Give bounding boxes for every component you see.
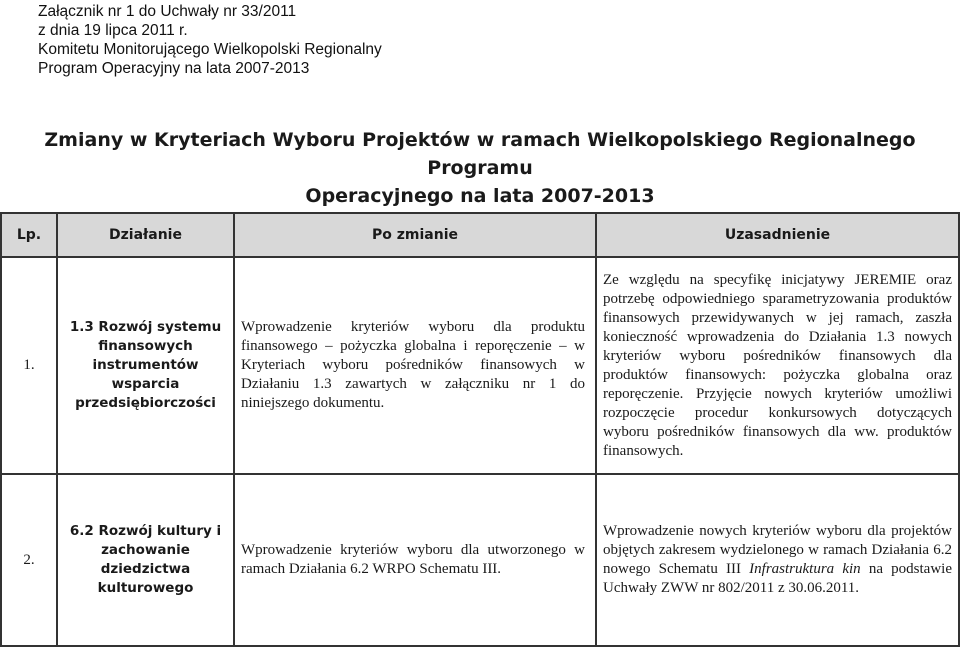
column-header-po-zmianie: Po zmianie [234, 213, 596, 257]
cell-dzialanie: 1.3 Rozwój systemu finansowych instrumentów wsparcia przedsiębiorczości [57, 257, 234, 474]
column-header-uzasadnienie: Uzasadnienie [596, 213, 959, 257]
column-header-dzialanie: Działanie [57, 213, 234, 257]
header-line: Program Operacyjny na lata 2007-2013 [38, 60, 310, 77]
cell-po-zmianie: Wprowadzenie kryteriów wyboru dla utworzonego w ramach Działania 6.2 WRPO Schematu III. [234, 474, 596, 646]
column-header-lp: Lp. [1, 213, 57, 257]
uzasadnienie-text: Wprowadzenie nowych kryteriów wyboru dla projektów objętych zakresem wydzielonego w ramach Działania 6.2 nowego Schematu III [603, 523, 952, 577]
page-title [0, 126, 960, 210]
title-line-1: Zmiany w Kryteriach Wyboru Projektów w ramach Wielkopolskiego Regionalnego Programu [44, 129, 916, 179]
title-line-2: Operacyjnego na lata 2007-2013 [305, 185, 655, 207]
cell-dzialanie: 6.2 Rozwój kultury i zachowanie dziedzictwa kulturowego [57, 474, 234, 646]
uzasadnienie-text: na podstawie Uchwały ZWW nr 802/2011 z 30.06.2011. [603, 561, 952, 596]
changes-table [0, 212, 960, 647]
uzasadnienie-italic-text: Infrastruktura kin [749, 561, 861, 577]
header-line: z dnia 19 lipca 2011 r. [38, 22, 188, 39]
document-header [38, 2, 382, 78]
header-line: Załącznik nr 1 do Uchwały nr 33/2011 [38, 3, 297, 20]
cell-po-zmianie: Wprowadzenie kryteriów wyboru dla produktu finansowego – pożyczka globalna i reporęczenie – w Kryteriach wyboru pośredników finansowych w Działaniu 1.3 zawartych w załączniku nr 1 do niniejszego dokumentu. [234, 257, 596, 474]
table-row [1, 474, 959, 646]
cell-uzasadnienie: Ze względu na specyfikę inicjatywy JEREMIE oraz potrzebę odpowiedniego sparametryzowania produktów finansowych przewidywanych w jej ramach, zaszła konieczność wprowadzenia do Działania 1.3 nowych kryteriów wyboru pośredników finansowych dla produktów finansowych: pożyczka globalna oraz reporęczenie. Przyjęcie nowych kryteriów umożliwi rozpoczęcie procedur konkursowych dotyczących wyboru pośredników finansowych dla ww. produktów finansowych. [596, 257, 959, 474]
table-row [1, 257, 959, 474]
table-header-row [1, 213, 959, 257]
cell-lp: 1. [1, 257, 57, 474]
cell-uzasadnienie [596, 474, 959, 646]
cell-lp: 2. [1, 474, 57, 646]
header-line: Komitetu Monitorującego Wielkopolski Regionalny [38, 41, 382, 58]
